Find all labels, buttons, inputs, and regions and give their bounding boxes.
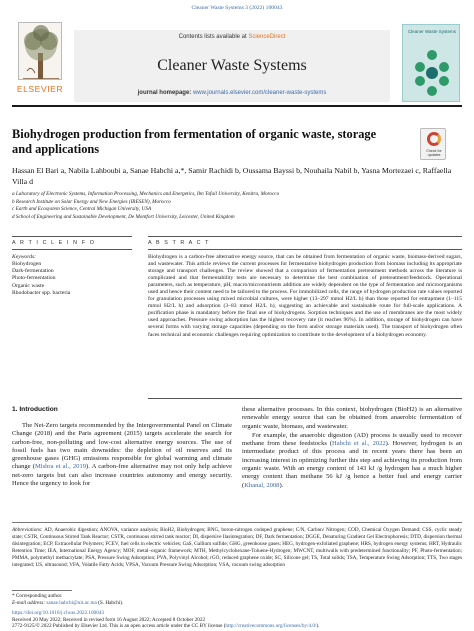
homepage-url-link[interactable]: www.journals.elsevier.com/cleaner-waste-systems [192,90,327,96]
email-label: E-mail address: [12,599,46,606]
affiliation-item: b Research Institute on Solar Energy and New Energies (IRESEN), Morocco [12,198,171,205]
keywords-list [12,261,122,297]
cover-graphic-icon [411,47,453,97]
intro-text: ). [279,481,284,489]
check-updates-icon [427,132,441,146]
doi-link[interactable]: https://doi.org/10.1016/j.clwas.2022.100043 [12,610,104,616]
abstract-end-rule [148,398,462,399]
abbreviations-rule [12,522,462,523]
contents-prefix: Contents lists available at [178,34,247,40]
header-rule [12,105,462,107]
abbreviations-lead: Abbreviations: [12,527,43,533]
journal-title: Cleaner Waste Systems [157,57,307,74]
abstract-bottom-rule [148,249,462,250]
keyword-item: Photo-fermentation [12,275,56,282]
copyright-text: 2772-9125/© 2022 Published by Elsevier Ltd. This is an open access article under the CC BY license ( [12,623,226,630]
article-info-heading: A R T I C L E I N F O [12,240,96,246]
affiliation-item: a Laboratory of Electronic Systems, Information Processing, Mechanics and Energetics, Ibn Tofail University, Kenitra, Morocco [12,191,280,197]
corresponding-author-label: * Corresponding author. [12,593,63,599]
homepage-label: journal homepage: [137,90,192,96]
check-updates-label: Check for updates [426,149,442,158]
keyword-item: Rhodobacter spp. bacteria [12,289,71,296]
keyword-item: Dark-fermentation [12,268,54,275]
intro-text: ). A carbon-free alternative may not only help achieve net-zero targets but can also increase countries autonomy and energy security. Hence the urgency to look for [12,463,232,488]
elsevier-logo[interactable] [12,18,68,102]
correspondence-rule [12,590,72,591]
intro-text: The Net-Zero targets recommended by the Intergovernmental Panel on Climate Change (2018) and the Paris agreement (2015) targets accelerate the search for carbon-free, non-polluting and low-cost alternative energy sources. The use of fossil fuels has two main downsides: the depletion of oil reserves and its greenhouse gases (GHG) emissions responsible for global warming and climate change ( [12,422,232,471]
intro-text: For example, the anaerobic digestion (AD) process is usually used to recover methane from these feedstocks ( [242,431,462,448]
intro-paragraph: these alternative processes. In this context, biohydrogen (BioH2) is an alternative renewable energy source that can be obtained from anaerobic fermentation of organic waste, biomass, and wastewater. [242,406,462,430]
homepage-line [74,90,390,96]
abbreviations-text: AD, Anaerobic digestion; ANOVA, variance analysis; BioH2, Biohydrogen; BNG, boron-nitrogen codoped graphene; C/N, Carbon/ Nitrogen; COD, Chemical Oxygen Demand; CSS, cyclic steady state; CSTR, Continuous Stirred Tank Reactor; CSTR, continuous stirred tank reactor; DI, dispersive Ilasintegration; DF, Dark fermentation; DGGE, Denaturing Gradient Gel Electrophoresis; DTD, dispersion thermal disintegration; ECP, Extracellular Polymers; FCEV, fuel cells in electric vehicles; GaS, Gallium sulfide; GHG, greenhouse gases; HEG, hydrogen-exfoliated graphene; HRS, hydrogen energy systems; HRT, Hydraulic Retention Time; IEA, International Energy Agency; MOF, metal–organic framework; MTH, Methylcyclohexane-Toluene-Hydrogen; MWCNT, multiwalls with predetermined functionality; PF, Photo-fermentation; PMMA, polymethyl methacrylate; PSA, Pressure Swing Adsorption; PVA, Polyvinyl Alcohol; rGO, reduced graphene oxide; SC, Silicone gel; TS, Total solids; TSA, Temperature Swing Adsorption; TTS, Two stages integrated; US, ultrasound; VFA, Volatile Fatty Acids; VPSA, Vacuum Pressure Swing Adsorption; VSA, vacuum swing adsorption [12,527,462,568]
abstract-top-rule [148,236,462,237]
email-link[interactable]: sanae.habchi@uit.ac.ma [46,599,97,606]
affiliation-item: c Earth and Ecosystem Science, Central Michigan University, USA [12,206,152,213]
keyword-item: Biohydrogen [12,261,42,267]
sciencedirect-link[interactable]: ScienceDirect [248,34,286,40]
author-list[interactable]: Hassan El Bari a, Nabila Lahboubi a, Sanae Habchi a,*, Samir Rachidi b, Oussama Bayssi b, Nouhaila Nabil b, Yasna Mortezaei c, Raffaella Villa d [12,166,452,186]
copyright-text-end: ). [316,623,320,630]
introduction-left-column [12,422,232,488]
keywords-label: Keywords: [12,254,37,260]
elsevier-tree-icon [18,22,62,80]
paper-title: Biohydrogen production from fermentation of organic waste, storage and applications [12,127,377,156]
received-dates: Received 20 May 2022; Received in revised form 16 August 2022; Accepted 8 October 2022 [12,616,206,623]
journal-cover-thumbnail[interactable] [402,24,460,102]
journal-citation-line[interactable]: Cleaner Waste Systems 3 (2022) 100043 [191,5,283,11]
elsevier-wordmark: ELSEVIER [16,84,64,94]
copyright-line [12,623,462,630]
correspondence-note [12,593,312,607]
introduction-right-column [242,406,462,491]
intro-paragraph [242,432,462,490]
email-suffix: (S. Habchi). [98,599,124,606]
abstract-text: Biohydrogen is a carbon-free alternative energy source, that can be obtained from fermentation of organic waste, biomass-derived sugars, and wastewater. This article reviews the current processes for fermentative biohydrogen production from biomass including its appropriate storage and transport challenges. The review showed that a comparison of fermentation pretreatment methods across the literature is complicated and that fermentability tests are necessary to determine the best combination of pretreatment/feedstock. Operational parameters, such as temperature, pH, macro/micronutrients addition are widely dependent on the type of fermentation and microorganisms used and hence their content need to be tailored to the process. For immobilized cells, the range of hydrogen production rate values reported for granulation processes using mixed microbial cultures, were higher (13–297 mmol H2/L h) than those reported for entrapment (1–115 mmol H2/L h) and adsorption (3–83 mmol H2/L h), suggesting an achievable and sustainable route for full-scale applications. A purification phase is mandatory before the final use of biohydrogens. Sorption techniques and the use of membranes are the most widely used approaches. Pressure swing adsorption has the highest recovery rate (it reaches 96%). In addition, storage of biohydrogen can have several forms with varying storage capacities (depending on the form and/or storage materials used). The transport of biohydrogen often faces technical and economic challenges requiring optimization to contribute to the development of a biohydrogen economy. [148,254,462,338]
licence-link[interactable]: http://creativecommons.org/licenses/by/4.0/ [225,623,317,630]
abbreviations-footnote [12,527,462,568]
article-info-top-rule [12,236,132,237]
check-for-updates-button[interactable] [420,128,446,160]
article-info-bottom-rule [12,249,132,250]
correspondence-email-line [12,600,312,607]
citation-link[interactable]: Khanal, 2008 [244,481,280,489]
citation-link[interactable]: Mishra et al., 2019 [34,463,87,471]
affiliations [12,191,452,221]
abstract-heading: A B S T R A C T [148,240,211,246]
masthead [12,18,462,102]
footer-block [12,610,462,630]
contents-line [74,34,390,40]
intro-text: ). However, hydrogen is an intermediate product of this process and in recent years there has been an increasing interest in optimizing further this step and achieving its production from organic waste. With an energy content of 143 kJ /g hydrogen has a much higher energy content than methane 56 kJ /g hence a better fuel and energy carrier ( [242,440,462,489]
cover-title: Cleaner Waste Systems [407,29,457,34]
affiliation-item: d School of Engineering and Sustainable Development, De Montfort University, Leicester, United Kingdom [12,213,235,220]
keyword-item: Organic waste [12,282,45,289]
introduction-heading: 1. Introduction [12,406,58,413]
citation-link[interactable]: Habchi et al., 2022 [332,440,386,448]
masthead-center-band [74,30,390,102]
